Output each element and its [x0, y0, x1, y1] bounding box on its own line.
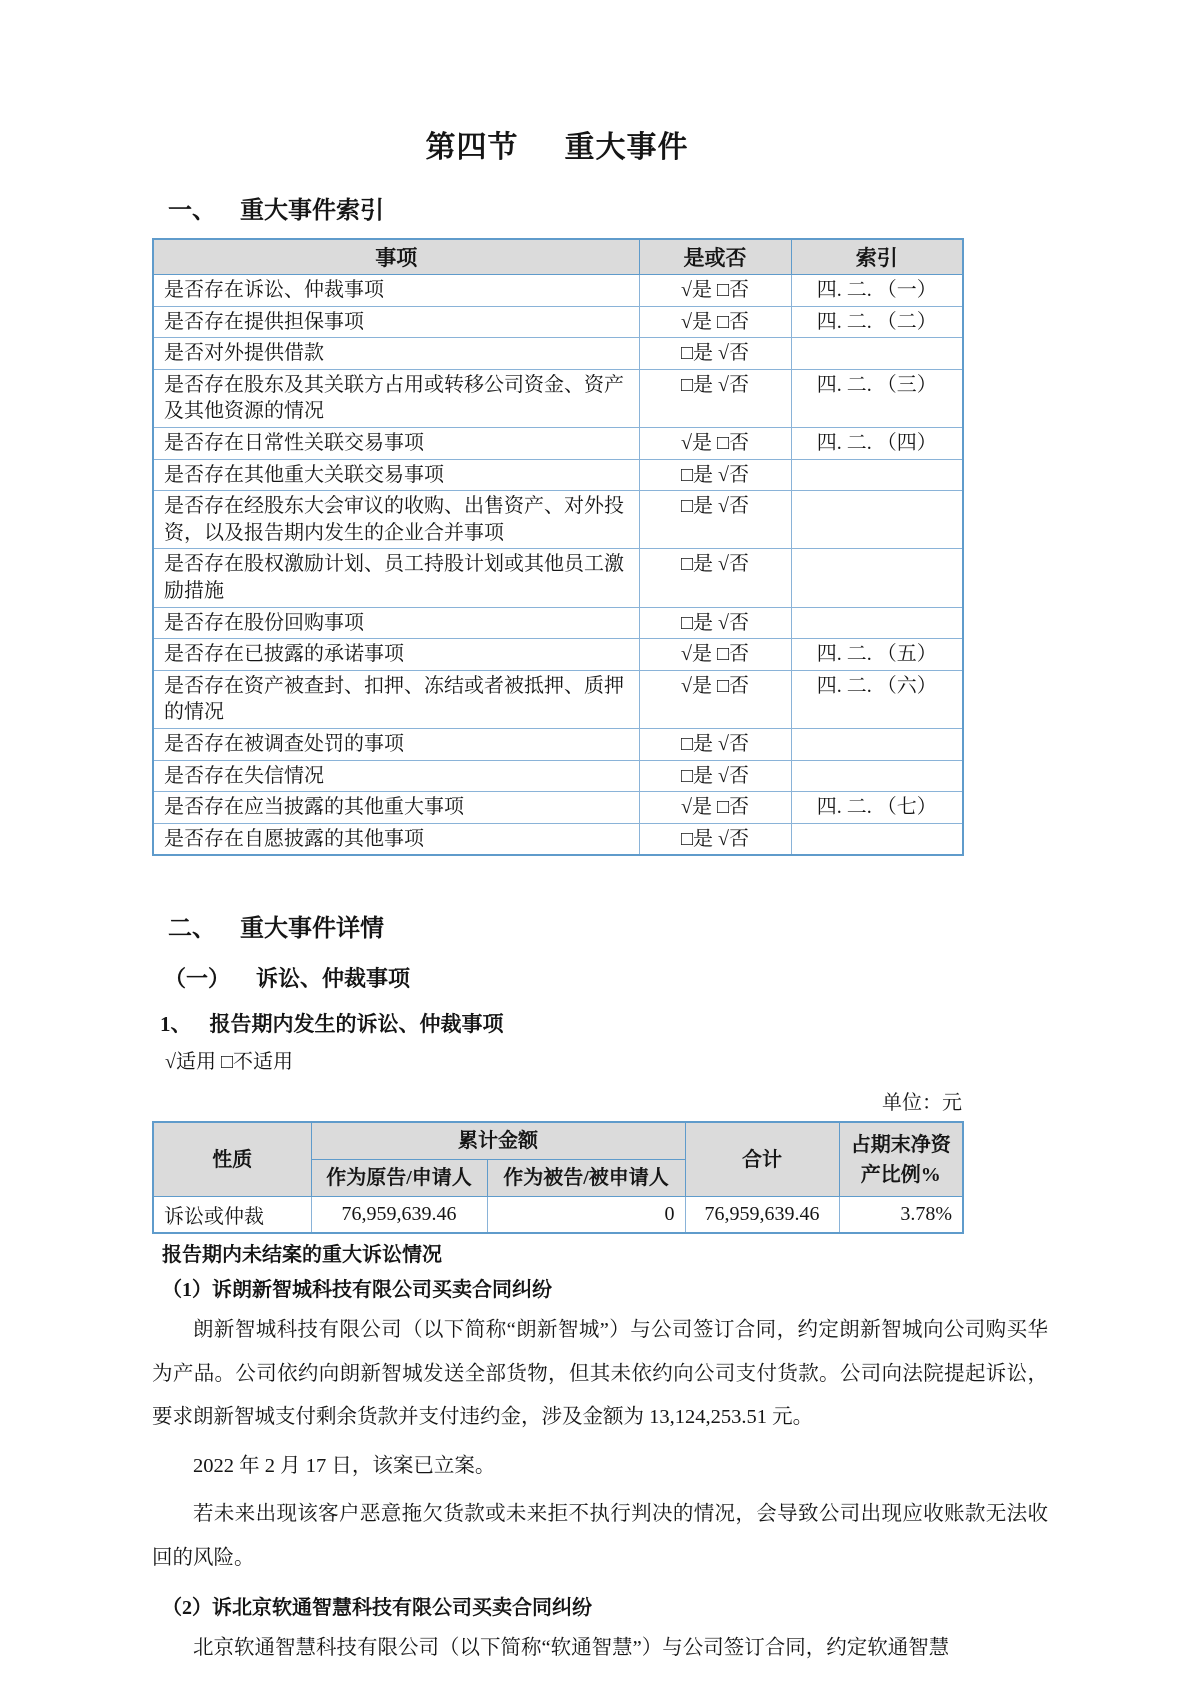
index-table-row [153, 823, 963, 855]
index-cell [791, 549, 963, 607]
col-header-total: 合计 [685, 1122, 839, 1197]
index-table-row [153, 728, 963, 760]
page-title-text: 重大事件 [564, 131, 689, 164]
yes-no-cell: □是 √否 [639, 549, 791, 607]
item-cell: 是否存在已披露的承诺事项 [153, 639, 639, 671]
col-header-defendant: 作为被告/被申请人 [487, 1160, 685, 1197]
section2-heading-text: 重大事件详情 [240, 916, 384, 943]
applicable-checkbox-line: √适用 □不适用 [165, 1051, 294, 1074]
pending-litigation-title: 报告期内未结案的重大诉讼情况 [162, 1244, 442, 1267]
item-cell: 是否存在自愿披露的其他事项 [153, 823, 639, 855]
col-header-index: 索引 [791, 239, 963, 275]
index-table-row [153, 338, 963, 370]
index-cell: 四. 二. （五） [791, 639, 963, 671]
index-cell [791, 607, 963, 639]
litigation-amount-table [152, 1121, 964, 1234]
index-cell: 四. 二. （三） [791, 369, 963, 427]
section-gap [152, 856, 1048, 908]
case1-paragraph-1: 朗新智城科技有限公司（以下简称“朗新智城”）与公司签订合同，约定朗新智城向公司购买华为产品。公司依约向朗新智城发送全部货物，但其未依约向公司支付货款。公司向法院提起诉讼，要求朗新智城支付剩余货款并支付违约金，涉及金额为 13,124,253.51 元。 [152, 1319, 1048, 1429]
index-cell: 四. 二. （四） [791, 427, 963, 459]
yes-no-cell: □是 √否 [639, 459, 791, 491]
unit-label: 单位：元 [882, 1092, 962, 1115]
yes-no-cell: □是 √否 [639, 760, 791, 792]
item-cell: 是否存在日常性关联交易事项 [153, 427, 639, 459]
yes-no-cell: √是 □否 [639, 306, 791, 338]
ratio-cell: 3.78% [839, 1197, 963, 1234]
item-cell: 是否存在诉讼、仲裁事项 [153, 275, 639, 307]
index-table-row [153, 306, 963, 338]
major-events-index-table [152, 238, 964, 856]
col-header-cumulative: 累计金额 [311, 1122, 685, 1160]
yes-no-cell: √是 □否 [639, 275, 791, 307]
subsection-litigation-heading [164, 962, 1048, 993]
index-cell [791, 459, 963, 491]
col-header-item: 事项 [153, 239, 639, 275]
case2-title: （2）诉北京软通智慧科技有限公司买卖合同纠纷 [162, 1597, 592, 1619]
item-cell: 是否存在失信情况 [153, 760, 639, 792]
index-cell [791, 760, 963, 792]
case1-title: （1）诉朗新智城科技有限公司买卖合同纠纷 [162, 1279, 552, 1302]
index-cell [791, 338, 963, 370]
index-cell: 四. 二. （六） [791, 670, 963, 728]
yes-no-cell: √是 □否 [639, 792, 791, 824]
index-cell: 四. 二. （二） [791, 306, 963, 338]
index-table-row [153, 760, 963, 792]
yes-no-cell: √是 □否 [639, 427, 791, 459]
yes-no-cell: □是 √否 [639, 338, 791, 370]
item-cell: 是否对外提供借款 [153, 338, 639, 370]
yes-no-cell: □是 √否 [639, 369, 791, 427]
index-table-row [153, 491, 963, 549]
index-table-row [153, 369, 963, 427]
item1-number: 1、 [160, 1012, 192, 1037]
litigation-table-row [153, 1197, 963, 1234]
index-cell: 四. 二. （一） [791, 275, 963, 307]
case2-paragraph-1: 北京软通智慧科技有限公司（以下简称“软通智慧”）与公司签订合同，约定软通智慧 [193, 1637, 950, 1659]
section2-heading-number: 二、 [168, 916, 216, 943]
nature-cell: 诉讼或仲裁 [153, 1197, 311, 1234]
defendant-amount-cell: 0 [487, 1197, 685, 1234]
plaintiff-amount-cell: 76,959,639.46 [311, 1197, 487, 1234]
item-cell: 是否存在股东及其关联方占用或转移公司资金、资产及其他资源的情况 [153, 369, 639, 427]
index-cell: 四. 二. （七） [791, 792, 963, 824]
yes-no-cell: □是 √否 [639, 607, 791, 639]
item-cell: 是否存在股份回购事项 [153, 607, 639, 639]
item-cell: 是否存在其他重大关联交易事项 [153, 459, 639, 491]
col-header-plaintiff: 作为原告/申请人 [311, 1160, 487, 1197]
case1-paragraph-2: 2022 年 2 月 17 日，该案已立案。 [193, 1454, 496, 1477]
item-cell: 是否存在应当披露的其他重大事项 [153, 792, 639, 824]
subsection-litigation-text: 诉讼、仲裁事项 [256, 966, 411, 992]
item-cell: 是否存在资产被查封、扣押、冻结或者被抵押、质押的情况 [153, 670, 639, 728]
index-table-row [153, 670, 963, 728]
section2-heading [168, 908, 1048, 943]
index-table-row [153, 607, 963, 639]
page-title [152, 122, 962, 166]
page-title-section-no: 第四节 [425, 131, 519, 164]
yes-no-cell: □是 √否 [639, 823, 791, 855]
col-header-ratio: 占期末净资产比例% [839, 1122, 963, 1197]
section1-heading-text: 重大事件索引 [240, 198, 384, 224]
index-table-row [153, 639, 963, 671]
index-table-row [153, 275, 963, 307]
litigation-table-header-row1 [153, 1122, 963, 1160]
section1-heading-number: 一、 [168, 198, 216, 224]
index-cell [791, 823, 963, 855]
item-cell: 是否存在被调查处罚的事项 [153, 728, 639, 760]
item-cell: 是否存在提供担保事项 [153, 306, 639, 338]
col-header-yes-no: 是或否 [639, 239, 791, 275]
yes-no-cell: □是 √否 [639, 491, 791, 549]
subsection-litigation-number: （一） [164, 966, 231, 992]
yes-no-cell: □是 √否 [639, 728, 791, 760]
total-amount-cell: 76,959,639.46 [685, 1197, 839, 1234]
item-cell: 是否存在股权激励计划、员工持股计划或其他员工激励措施 [153, 549, 639, 607]
section1-heading [168, 190, 1048, 225]
index-table-header-row [153, 239, 963, 275]
item1-heading [160, 1008, 1048, 1038]
index-table-row [153, 427, 963, 459]
index-cell [791, 728, 963, 760]
case1-paragraph-3: 若未来出现该客户恶意拖欠货款或未来拒不执行判决的情况，会导致公司出现应收账款无法收回的风险。 [152, 1503, 1048, 1569]
item-cell: 是否存在经股东大会审议的收购、出售资产、对外投资，以及报告期内发生的企业合并事项 [153, 491, 639, 549]
index-cell [791, 491, 963, 549]
index-table-row [153, 792, 963, 824]
yes-no-cell: √是 □否 [639, 639, 791, 671]
index-table-row [153, 549, 963, 607]
col-header-nature: 性质 [153, 1122, 311, 1197]
yes-no-cell: √是 □否 [639, 670, 791, 728]
index-table-row [153, 459, 963, 491]
item1-text: 报告期内发生的诉讼、仲裁事项 [209, 1012, 504, 1037]
